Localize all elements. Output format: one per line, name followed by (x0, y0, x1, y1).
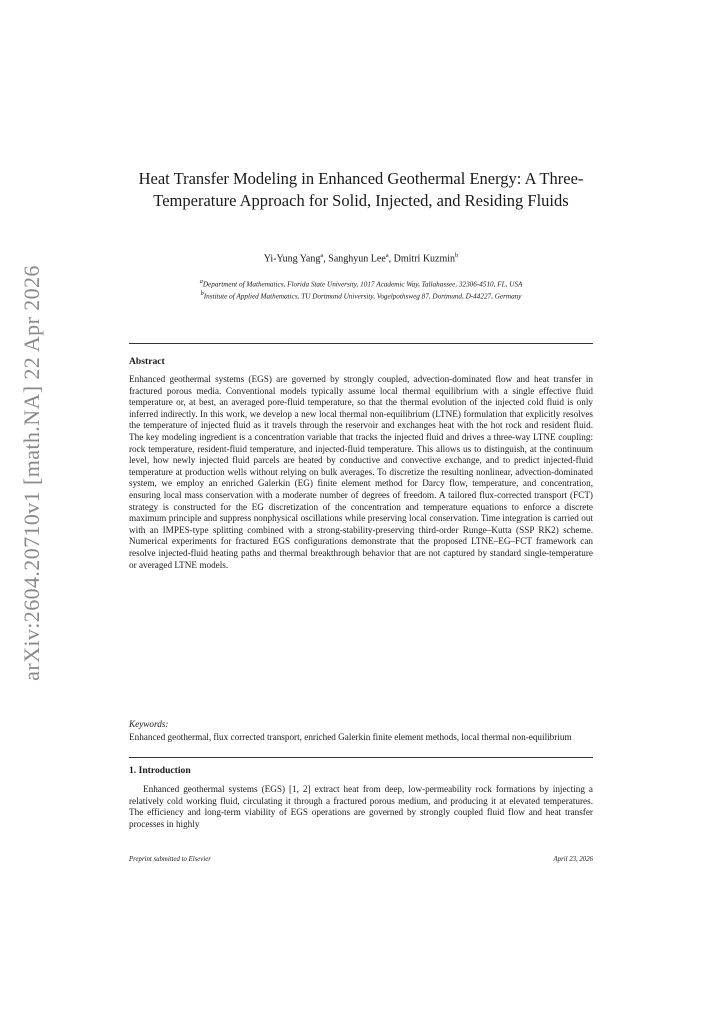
affiliation-text: Department of Mathematics, Florida State University, 1017 Academic Way, Tallahassee, 32306-4510, FL, USA (202, 280, 523, 289)
author-name: Yi-Yung Yang (263, 253, 321, 265)
author-affiliation-mark: a (385, 252, 389, 259)
footer-date: April 23, 2026 (553, 856, 593, 863)
author-name: Sanghyun Lee (328, 253, 386, 265)
arxiv-identifier-stamp (6, 265, 58, 681)
abstract-top-rule (129, 343, 593, 344)
affiliation-line (130, 277, 592, 289)
paper-title: Heat Transfer Modeling in Enhanced Geothermal Energy: A Three-Temperature Approach for Solid, Injected, and Residing Fluids (138, 169, 584, 210)
abstract-bottom-rule (129, 757, 593, 758)
author-affiliation-mark: a (320, 252, 324, 259)
affiliation-mark: b (200, 290, 204, 298)
keywords-heading: Keywords: (129, 719, 169, 729)
affiliation-line (130, 289, 592, 301)
affiliation-list (130, 277, 592, 302)
footer-preprint-note: Preprint submitted to Elsevier (129, 856, 211, 863)
arxiv-id-text: arXiv:2604.20710v1 [math.NA] 22 Apr 2026 (19, 265, 44, 681)
abstract-text: Enhanced geothermal systems (EGS) are governed by strongly coupled, advection-dominated flow and heat transfer in fractured porous media. Conventional models typically assume local thermal equilibrium with a single effective fluid temperature or, at best, an averaged pore-fluid temperature, so that the thermal evolution of the injected cold fluid is only inferred indirectly. In this work, we develop a new local thermal non-equilibrium (LTNE) formulation that explicitly resolves the temperature of injected fluid as it travels through the reservoir and exchanges heat with the hot rock and resident fluid. The key modeling ingredient is a concentration variable that tracks the injected fluid and drives a three-way LTNE coupling: rock temperature, resident-fluid temperature, and injected-fluid temperature. This allows us to distinguish, at the continuum level, how newly injected fluid parcels are heated by conductive and convective exchange, and to predict injected-fluid temperature at production wells without relying on bulk averages. To discretize the resulting nonlinear, advection-dominated system, we employ an enriched Galerkin (EG) finite element method for Darcy flow, temperature, and concentration, ensuring local mass conservation with a moderate number of degrees of freedom. A tailored flux-corrected transport (FCT) strategy is constructed for the EG discretization of the concentration and temperature equations to enforce a discrete maximum principle and suppress nonphysical oscillations while preserving local conservation. Time integration is carried out with an IMPES-type splitting combined with a strong-stability-preserving third-order Runge–Kutta (SSP RK2) scheme. Numerical experiments for fractured EGS configurations demonstrate that the proposed LTNE–EG–FCT framework can resolve injected-fluid heating paths and thermal breakthrough behavior that are not captured by standard single-temperature or averaged LTNE models. (129, 374, 593, 570)
author-affiliation-mark: b (455, 252, 459, 259)
keywords-text: Enhanced geothermal, flux corrected transport, enriched Galerkin finite element methods, local thermal non-equilibrium (129, 732, 572, 742)
affiliation-text: Institute of Applied Mathematics, TU Dortmund University, Vogelpothsweg 87, Dortmund, D-44227, Germany (203, 292, 522, 301)
affiliation-mark: a (199, 278, 203, 285)
abstract-heading: Abstract (129, 356, 165, 367)
author-name: Dmitri Kuzmin (393, 253, 456, 265)
author-list: Yi-Yung Yang$^a$, Sanghyun Lee$^a$, Dmitri Kuzmin$^b$ (263, 252, 459, 265)
introduction-text: Enhanced geothermal systems (EGS) [1, 2] extract heat from deep, low-permeability rock formations by injecting a relatively cold working fluid, circulating it through a fractured porous medium, and producing it at elevated temperatures. The efficiency and long-term viability of EGS operations are governed by strongly coupled fluid flow and heat transfer processes in highly (129, 784, 593, 829)
introduction-heading: 1. Introduction (129, 765, 191, 776)
